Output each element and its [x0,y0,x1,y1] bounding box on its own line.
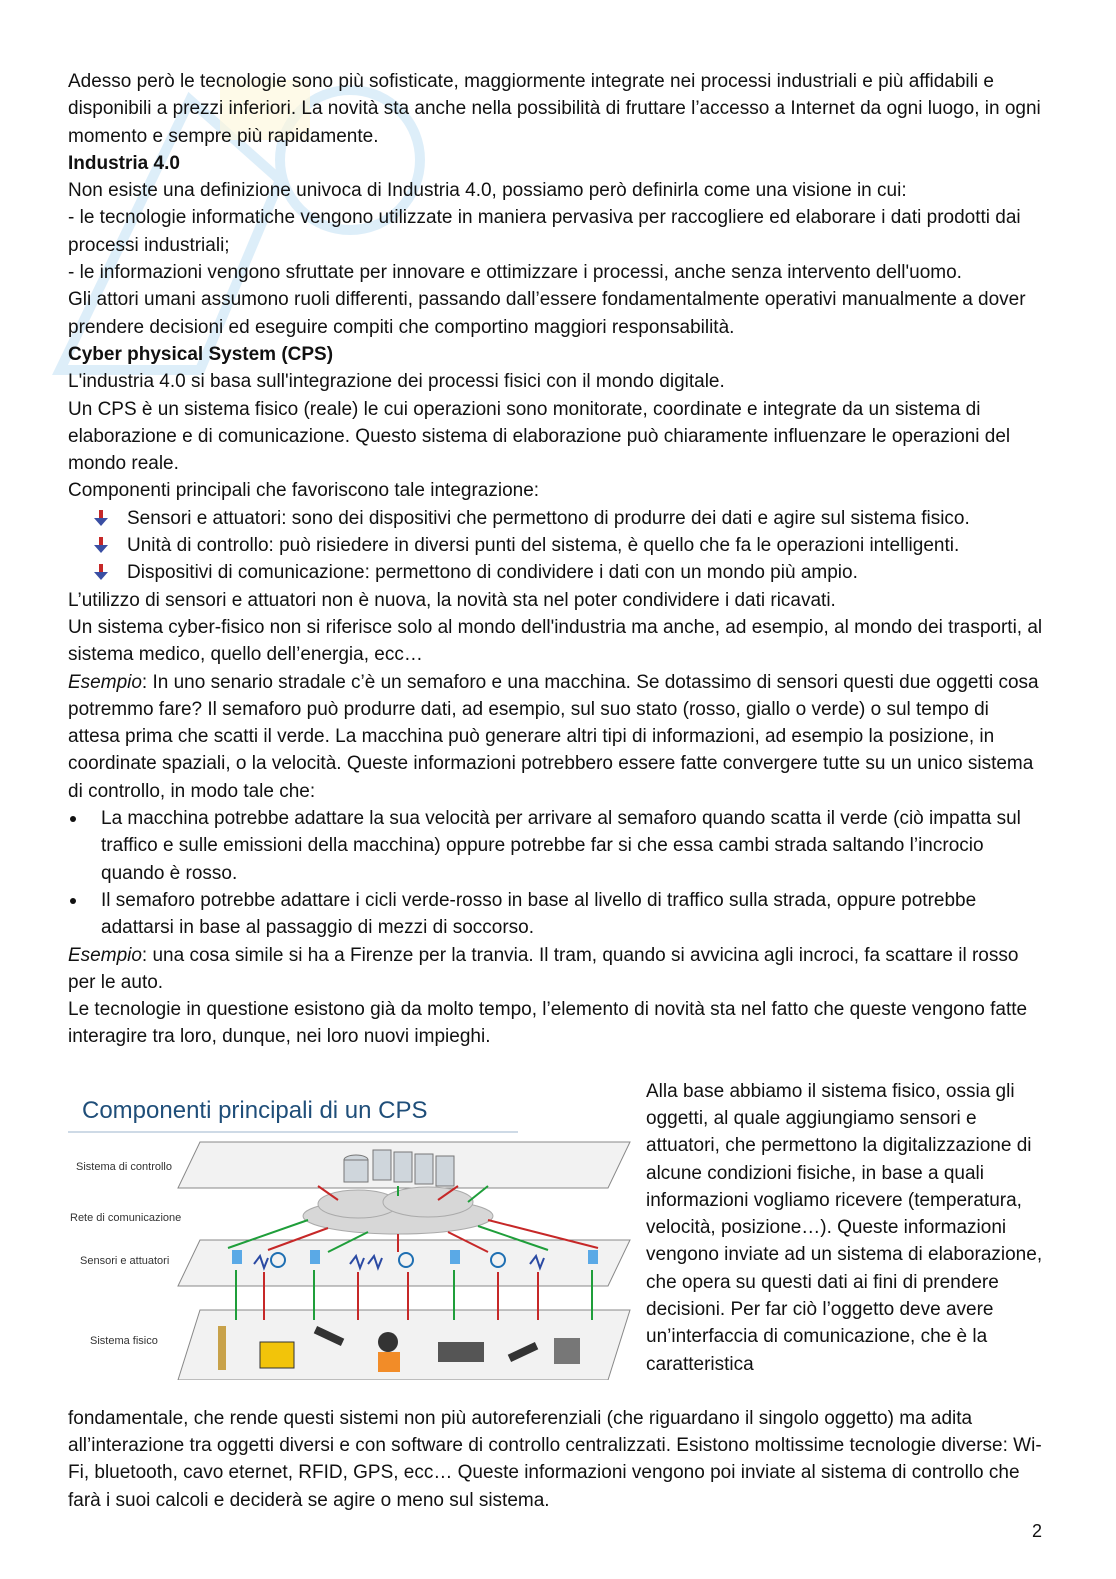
paragraph: L’utilizzo di sensori e attuatori non è nuova, la novità sta nel poter condividere i dati ricavati. [68,589,836,611]
paragraph: - le informazioni vengono sfruttate per innovare e ottimizzare i processi, anche senza intervento dell'uomo. [68,262,962,284]
diagram-description: Alla base abbiamo il sistema fisico, ossia gli oggetti, al quale aggiungiamo sensori e attuatori, che permettono la digitalizzazione di alcune condizioni fisiche, in base a quali informazioni vogliamo ricevere (temperatura, velocità, posizione…). Queste informazioni vengono inviate ad un sistema di elaborazione, che opera su questi dati ai fini di prendere decisioni. Per far ciò l’oggetto deve avere un’interfaccia di comunicazione, che è la caratteristica [646,1080,1043,1375]
figure-row [68,1078,1043,1408]
components-list [68,505,1043,587]
layer-label: Sistema di controllo [76,1160,172,1173]
paragraph: Le tecnologie in questione esistono già da molto tempo, l’elemento di novità sta nel fatto che queste vengono fatte interagire tra loro, dunque, nei loro nuovi impieghi. [68,999,1028,1048]
list-item: Il semaforo potrebbe adattare i cicli verde-rosso in base al livello di traffico sulla strada, oppure potrebbe adattarsi in base al passaggio di mezzi di soccorso. [68,887,1043,942]
pipeline-icon [218,1326,226,1370]
example-paragraph: Esempio: In uno senario stradale c’è un semaforo e una macchina. Se dotassimo di sensori questi due oggetti cosa potremmo fare? Il semaforo può produrre dati, ad esempio, sul suo stato (rosso, giallo o verde) o sul tempo di attesa prima che scatti il verde. La macchina può generare altri tipi di informazioni, ad esempio la posizione, in coordinate spaziali, o la velocità. Queste informazioni potrebbero essere fatte convergere tutte su un unico sistema di controllo, in modo tale che: [68,671,1039,802]
paragraph: Un sistema cyber-fisico non si riferisce solo al mondo dell'industria ma anche, ad esempio, al mondo dei trasporti, al sistema medico, quello dell’energia, ecc… [68,616,1043,666]
factory-machine-icon [438,1342,484,1362]
bullet-dot-icon [70,898,76,904]
vr-user-icon [378,1332,398,1352]
paragraph: Un CPS è un sistema fisico (reale) le cui operazioni sono monitorate, coordinate e integrate da un sistema di elaborazione e di comunicazione. Questo sistema di elaborazione può chiaramente influenzare le operazioni del mondo reale. [68,398,1011,475]
list-item: Unità di controllo: può risiedere in diversi punti del sistema, è quello che fa le operazioni intelligenti. [94,532,1043,559]
layer-label: Sistema fisico [90,1334,158,1347]
list-item: La macchina potrebbe adattare la sua velocità per arrivare al semaforo quando scatta il verde (ciò impatta sul traffico e sulle emissioni della macchina) oppure potrebbe far si che essa cambi strada saltando l’incrocio quando è rosso. [68,805,1043,887]
arrow-bullet-icon [94,564,108,580]
example-paragraph: Esempio: una cosa simile si ha a Firenze per la tranvia. Il tram, quando si avvicina agli incroci, fa scattare il rosso per le auto. [68,944,1019,993]
example-label: Esempio [68,944,142,966]
layer-label: Sensori e attuatori [80,1254,170,1267]
paragraph: Componenti principali che favoriscono tale integrazione: [68,480,540,502]
arrow-bullet-icon [94,510,108,526]
list-item: Sensori e attuatori: sono dei dispositivi che permettono di produrre dei dati e agire sul sistema fisico. [94,505,1043,532]
sensor-plane [178,1240,630,1286]
section-heading-industria: Industria 4.0 [68,152,180,174]
list-item: Dispositivi di comunicazione: permettono di condividere i dati con un mondo più ampio. [94,559,1043,586]
page-number: 2 [1031,1521,1042,1541]
paragraph: fondamentale, che rende questi sistemi non più autoreferenziali (che riguardano il singolo oggetto) ma adita all’interazione tra oggetti diversi e con software di controllo centralizzati. Esistono moltissime tecnologie diverse: Wi-Fi, bluetooth, cavo eternet, RFID, GPS, ecc… Queste informazioni vengono poi inviate al sistema di controllo che farà i suoi calcoli e deciderà se agire o meno sul sistema. [68,1407,1042,1511]
layer-label: Rete di comunicazione [70,1211,182,1224]
robot-station-icon [554,1338,580,1364]
section-heading-cps: Cyber physical System (CPS) [68,343,334,365]
cps-diagram [68,1080,634,1380]
paragraph: Non esiste una definizione univoca di Industria 4.0, possiamo però definirla come una visione in cui: [68,180,907,202]
paragraph: Adesso però le tecnologie sono più sofisticate, maggiormente integrate nei processi industriali e più affidabili e disponibili a prezzi inferiori. La novità sta anche nella possibilità di fruttare l’accesso a Internet da ogni luogo, in ogni momento e sempre più rapidamente. [68,71,1041,147]
example-list [68,805,1043,941]
forklift-icon [260,1342,294,1368]
bullet-dot-icon [70,816,76,822]
paragraph: - le tecnologie informatiche vengono utilizzate in maniera pervasiva per raccogliere ed elaborare i dati prodotti dai processi industriali; [68,207,1021,256]
document-page [68,68,1043,1514]
example-label: Esempio [68,671,142,693]
paragraph: L'industria 4.0 si basa sull'integrazione dei processi fisici con il mondo digitale. [68,371,725,393]
paragraph: Gli attori umani assumono ruoli differenti, passando dall’essere fondamentalmente operativi manualmente a dover prendere decisioni ed eseguire compiti che comportino maggiori responsabilità. [68,289,1026,338]
arrow-bullet-icon [94,537,108,553]
diagram-title: Componenti principali di un CPS [82,1096,428,1124]
